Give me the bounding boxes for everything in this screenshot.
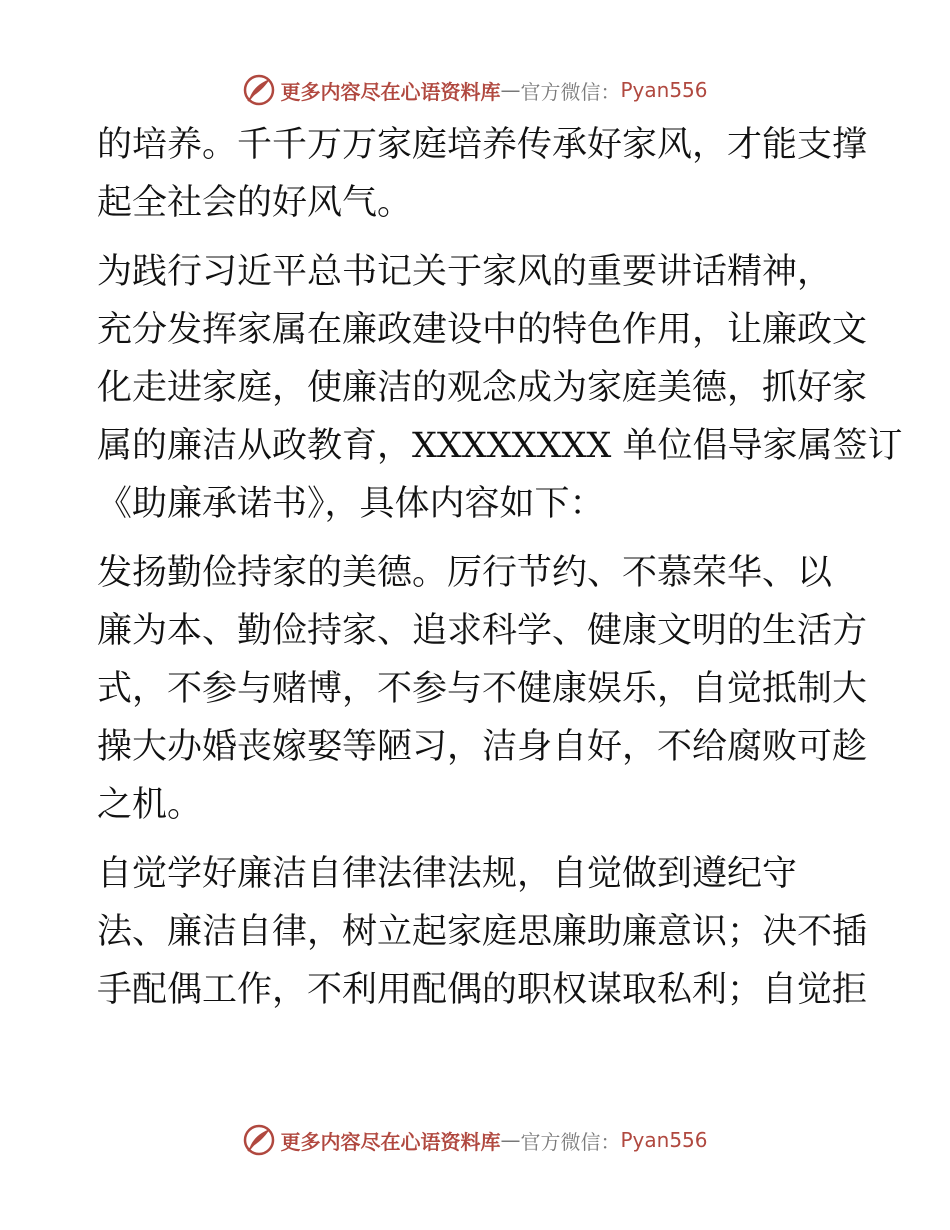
text-line: 式，不参与赌博，不参与不健康娱乐，自觉抵制大 [97,669,868,709]
quill-logo-icon [242,1123,276,1157]
footer-banner [0,1120,950,1160]
text-line: 操大办婚丧嫁娶等陋习，洁身自好，不给腐败可趁 [97,727,868,767]
paragraph [97,116,868,232]
text-line: 之机。 [97,785,203,825]
banner-wechat-label: 官方微信： [520,1129,621,1154]
text-line: 自觉学好廉洁自律法律法规，自觉做到遵纪守 [97,854,798,894]
text-line: 《助廉承诺书》，具体内容如下： [97,484,605,524]
text-line: 法、廉洁自律，树立起家庭思廉助廉意识；决不插 [97,912,868,952]
banner-separator: — [500,78,521,102]
text-line: 充分发挥家属在廉政建设中的特色作用，让廉政文 [97,310,868,350]
text-line: 廉为本、勤俭持家、追求科学、健康文明的生活方 [97,611,868,651]
text-line: 的培养。千千万万家庭培养传承好家风，才能支撑 [97,125,868,165]
text-line: 属的廉洁从政教育，XXXXXXXX 单位倡导家属签订 [97,426,903,466]
paragraph [97,845,868,1019]
banner-separator: — [500,1128,521,1152]
text-line: 手配偶工作，不利用配偶的职权谋取私利；自觉拒 [97,970,868,1010]
banner-wechat-id: Pyan556 [620,78,708,102]
text-line: 起全社会的好风气。 [97,183,413,223]
document-body [97,116,903,1030]
header-banner [0,70,950,110]
quill-logo-icon [242,73,276,107]
banner-wechat-label: 官方微信： [520,79,621,104]
text-line: 发扬勤俭持家的美德。厉行节约、不慕荣华、以 [97,553,833,593]
banner-wechat-id: Pyan556 [620,1128,708,1152]
banner-promo-text: 更多内容尽在心语资料库 [280,79,501,104]
paragraph [97,243,903,533]
text-line: 为践行习近平总书记关于家风的重要讲话精神， [97,252,833,292]
banner-promo-text: 更多内容尽在心语资料库 [280,1129,501,1154]
text-line: 化走进家庭，使廉洁的观念成为家庭美德，抓好家 [97,368,868,408]
paragraph [97,544,868,834]
